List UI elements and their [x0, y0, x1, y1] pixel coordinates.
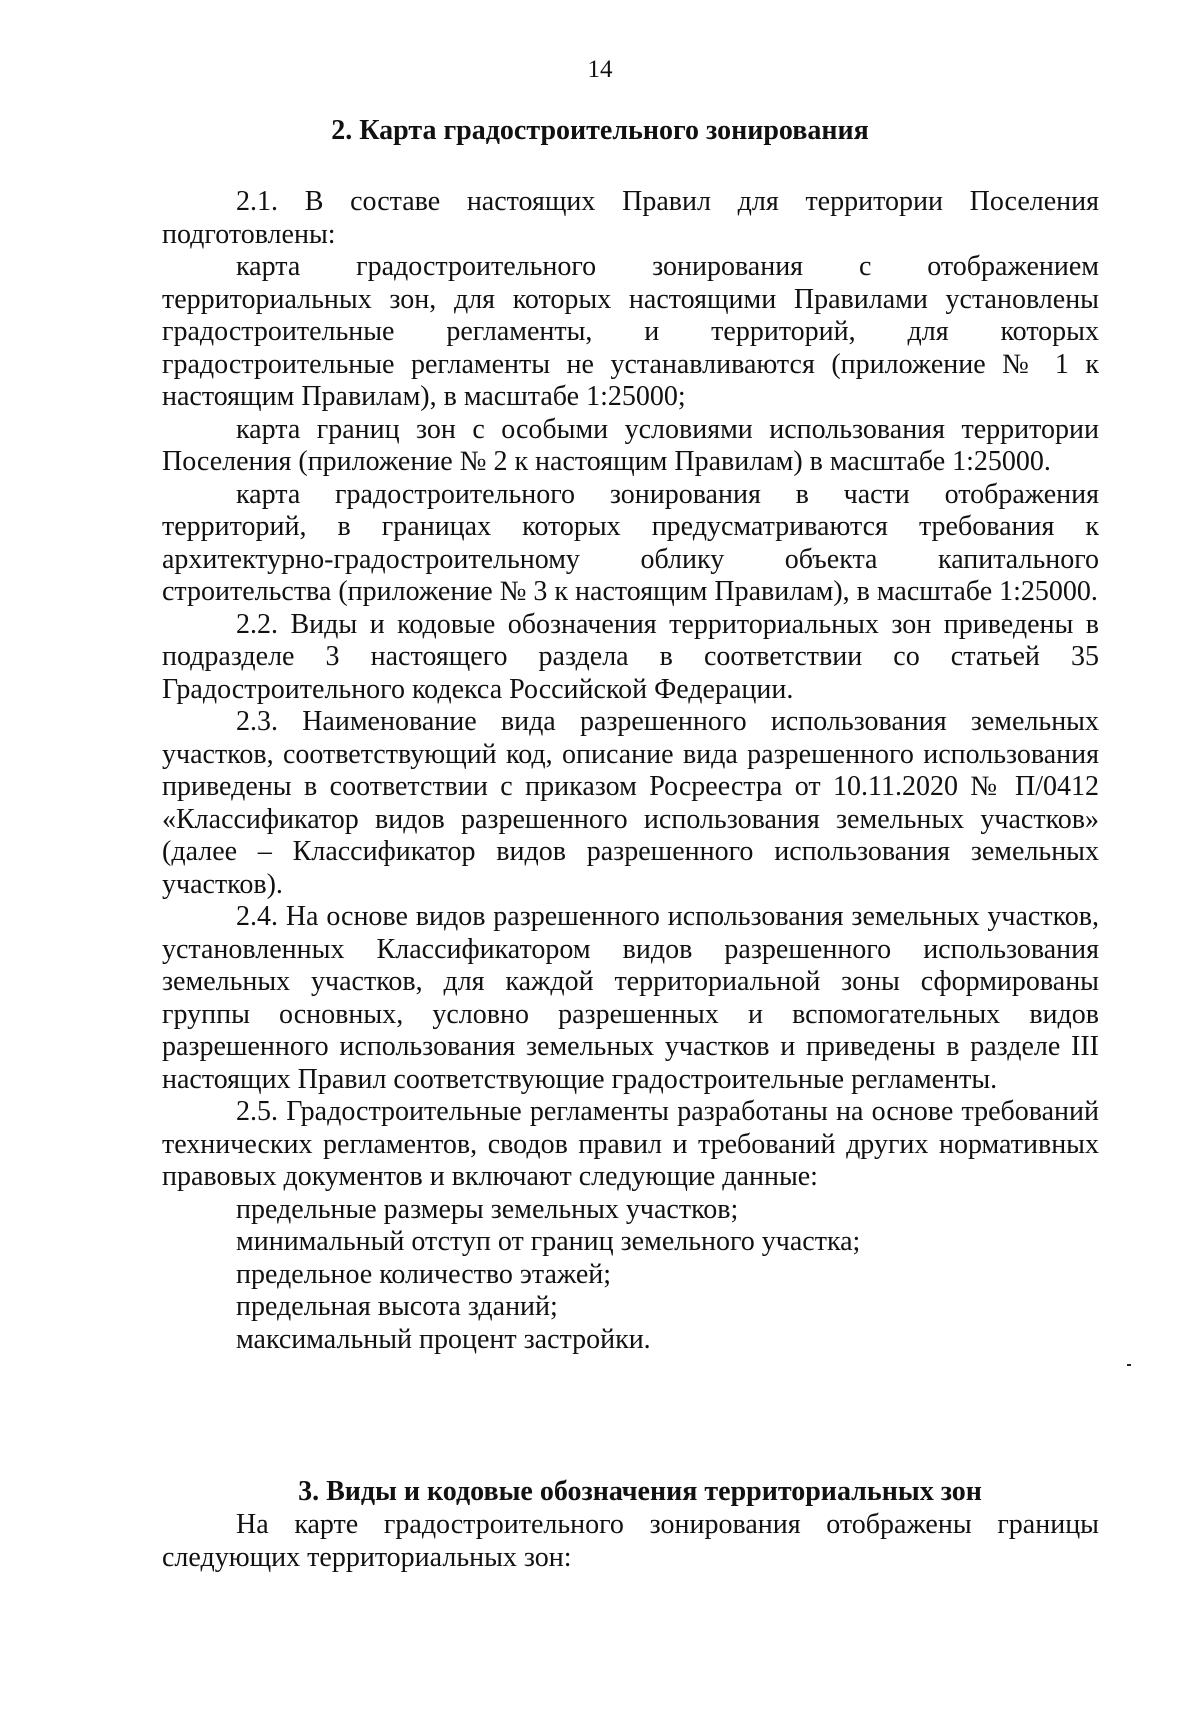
paragraph-section-3-intro: На карте градостроительного зонирования отображены границы следующих территориальных зон:	[162, 1509, 1099, 1573]
paragraph-map-zoning: карта градостроительного зонирования с отображением территориальных зон, для которых настоящими Правилами установлены градостроительные регламенты, и территорий, для которых градостроительные регламенты не устанавливаются (приложение № 1 к настоящим Правилам), в масштабе 1:25000;	[162, 251, 1099, 412]
list-item: минимальный отступ от границ земельного участка;	[236, 1226, 861, 1257]
paragraph-map-architecture: карта градостроительного зонирования в части отображения территорий, в границах которых предусматриваются требования к архитектурно-градостроительному облику объекта капитального строительства (приложение № 3 к настоящим Правилам), в масштабе 1:25000.	[162, 478, 1099, 607]
paragraph-2-5: 2.5. Градостроительные регламенты разработаны на основе требований технических регламентов, сводов правил и требований других нормативных правовых документов и включают следующие данные:	[162, 1096, 1099, 1192]
list-item: максимальный процент застройки.	[236, 1323, 651, 1355]
list-item: предельные размеры земельных участков;	[236, 1193, 739, 1225]
section-3-body	[162, 1509, 1099, 1574]
list-item: предельное количество этажей;	[236, 1258, 612, 1290]
paragraph-2-2: 2.2. Виды и кодовые обозначения территориальных зон приведены в подразделе 3 настоящего раздела в соответствии со статьей 35 Градостроительного кодекса Российской Федерации.	[162, 608, 1099, 705]
paragraph-2-4: 2.4. На основе видов разрешенного использования земельных участков, установленных Классификатором видов разрешенного использования земельных участков, для каждой территориальной зоны сформированы группы основных, условно разрешенных и вспомогательных видов разрешенного использования земельных участков и приведены в разделе III настоящих Правил соответствующие градостроительные регламенты.	[162, 901, 1099, 1095]
section-2-body	[162, 186, 1099, 1356]
paragraph-2-1: 2.1. В составе настоящих Правил для территории Поселения подготовлены:	[162, 186, 1099, 250]
list-item: предельная высота зданий;	[236, 1291, 558, 1322]
paragraph-2-3: 2.3. Наименование вида разрешенного использования земельных участков, соответствующий код, описание вида разрешенного использования приведены в соответствии с приказом Росреестра от 10.11.2020 № П/0412 «Классификатор видов разрешенного использования земельных участков» (далее – Классификатор видов разрешенного использования земельных участков).	[162, 706, 1099, 900]
section-3-heading: 3. Виды и кодовые обозначения территориальных зон	[298, 1476, 982, 1507]
section-2-heading: 2. Карта градостроительного зонирования	[331, 115, 869, 146]
page-number: 14	[587, 56, 613, 83]
paragraph-map-special-zones: карта границ зон с особыми условиями использования территории Поселения (приложение № 2 к настоящим Правилам) в масштабе 1:25000.	[162, 413, 1099, 477]
scan-speck	[1127, 1364, 1131, 1366]
